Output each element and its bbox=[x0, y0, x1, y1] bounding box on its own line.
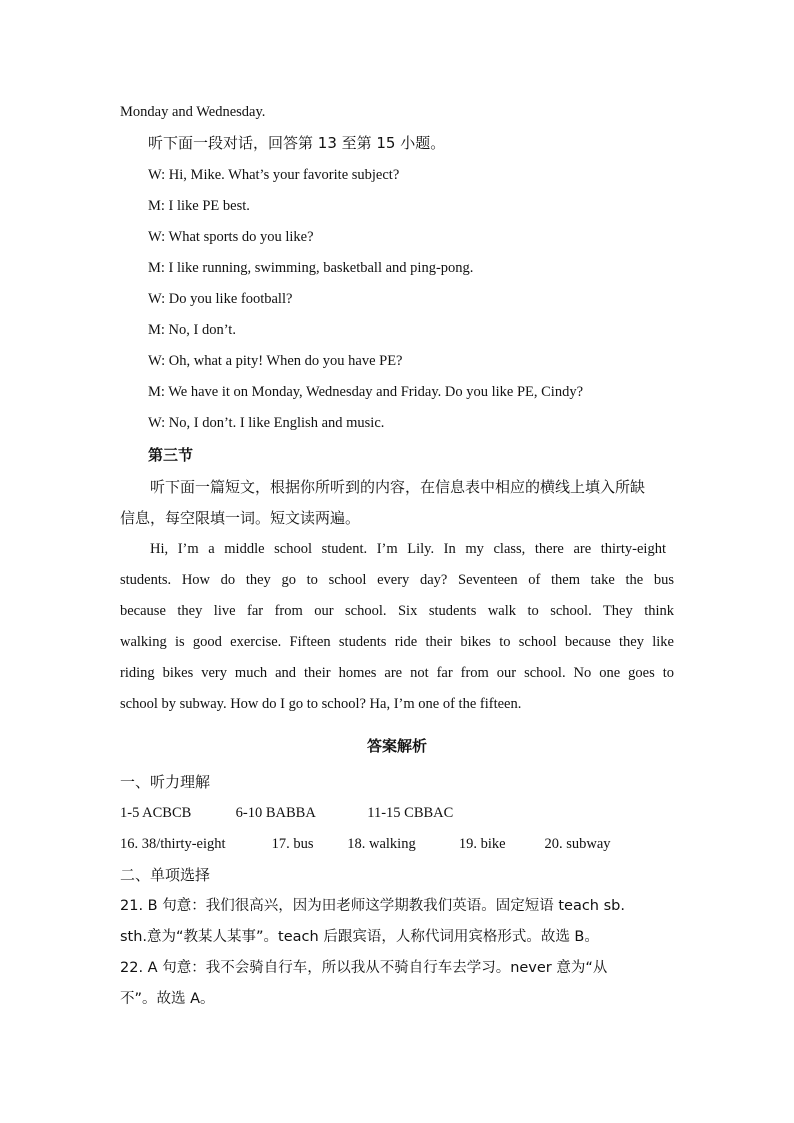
dialogue-line: W: What sports do you like? bbox=[148, 229, 314, 245]
answer-row bbox=[120, 834, 611, 854]
answer-item: 20. subway bbox=[544, 836, 611, 852]
answer-group: 11-15 CBBAC bbox=[367, 805, 454, 821]
answer-item: 16. 38/thirty-eight bbox=[120, 836, 226, 852]
part-heading: 二、单项选择 bbox=[120, 866, 211, 884]
dialogue-intro: 听下面一段对话，回答第 13 至第 15 小题。 bbox=[148, 134, 446, 152]
answer-item: 17. bus bbox=[271, 836, 314, 852]
answer-item: 18. walking bbox=[347, 836, 416, 852]
passage-line: walking is good exercise. Fifteen students ride their bikes to school because they like bbox=[120, 634, 674, 650]
explanation-line: 21. B 句意：我们很高兴，因为田老师这学期教我们英语。固定短语 teach sb. bbox=[120, 898, 625, 914]
dialogue-line: M: I like running, swimming, basketball and ping-pong. bbox=[148, 260, 474, 276]
part-heading: 一、听力理解 bbox=[120, 773, 211, 791]
text-line: Monday and Wednesday. bbox=[120, 104, 266, 120]
answer-item: 19. bike bbox=[458, 836, 506, 852]
passage-line: students. How do they go to school every day? Seventeen of them take the bus bbox=[120, 572, 674, 588]
dialogue-line: M: No, I don’t. bbox=[148, 322, 236, 338]
explanation-line: 不”。故选 A。 bbox=[120, 991, 215, 1007]
explanation-line: 22. A 句意：我不会骑自行车，所以我从不骑自行车去学习。never 意为“从 bbox=[120, 960, 608, 976]
dialogue-line: M: We have it on Monday, Wednesday and Friday. Do you like PE, Cindy? bbox=[148, 384, 584, 400]
instruction-line: 听下面一篇短文，根据你所听到的内容，在信息表中相应的横线上填入所缺 bbox=[150, 478, 646, 496]
passage-line: Hi, I’m a middle school student. I’m Lily. In my class, there are thirty-eight bbox=[150, 541, 666, 557]
dialogue-line: W: No, I don’t. I like English and music. bbox=[148, 415, 385, 431]
dialogue-line: W: Oh, what a pity! When do you have PE? bbox=[148, 353, 403, 369]
dialogue-line: W: Do you like football? bbox=[148, 291, 293, 307]
explanation-line: sth.意为“教某人某事”。teach 后跟宾语，人称代词用宾格形式。故选 B。 bbox=[120, 929, 599, 945]
answer-group: 1-5 ACBCB bbox=[120, 805, 192, 821]
instruction-line: 信息，每空限填一词。短文读两遍。 bbox=[120, 509, 361, 527]
section-heading: 第三节 bbox=[148, 446, 194, 464]
answer-row bbox=[120, 803, 453, 823]
answer-group: 6-10 BABBA bbox=[235, 805, 316, 821]
answers-title: 答案解析 bbox=[366, 737, 427, 755]
passage-line: riding bikes very much and their homes are not far from our school. No one goes to bbox=[120, 665, 674, 681]
dialogue-line: W: Hi, Mike. What’s your favorite subject? bbox=[148, 167, 400, 183]
passage-line: school by subway. How do I go to school? Ha, I’m one of the fifteen. bbox=[120, 696, 522, 712]
passage-line: because they live far from our school. Six students walk to school. They think bbox=[120, 603, 674, 619]
dialogue-line: M: I like PE best. bbox=[148, 198, 250, 214]
